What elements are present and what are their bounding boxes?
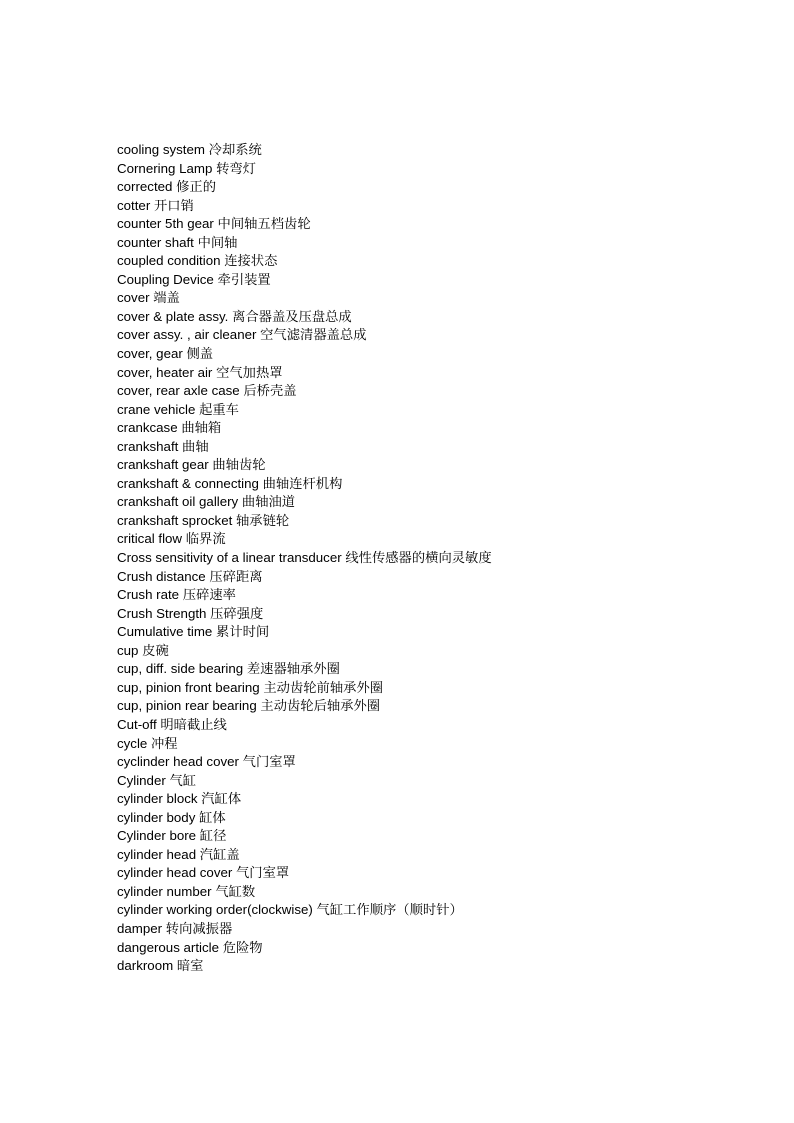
entry-term-english: counter 5th gear — [117, 216, 214, 232]
entry-term-english: cover & plate assy. — [117, 308, 229, 324]
entry-term-chinese: 转弯灯 — [216, 161, 256, 177]
glossary-entry — [117, 809, 492, 828]
glossary-entry — [117, 197, 492, 216]
entry-term-chinese: 修正的 — [176, 180, 217, 196]
entry-term-english: cover, gear — [117, 346, 183, 362]
entry-term-chinese: 汽缸体 — [201, 792, 242, 808]
glossary-entry — [117, 215, 492, 234]
entry-term-chinese: 冲程 — [151, 736, 178, 752]
glossary-entry — [117, 160, 492, 179]
entry-term-chinese: 起重车 — [199, 402, 239, 418]
entry-term-english: dangerous article — [117, 939, 220, 955]
entry-term-english: Cross sensitivity of a linear transducer — [117, 550, 342, 566]
entry-term-english: cover assy. , air cleaner — [117, 327, 257, 343]
glossary-entry — [117, 530, 492, 549]
entry-term-english: crankshaft oil gallery — [117, 494, 239, 510]
entry-term-english: counter shaft — [117, 234, 194, 250]
entry-term-chinese: 累计时间 — [216, 625, 270, 641]
entry-term-chinese: 差速器轴承外圈 — [246, 662, 340, 678]
entry-term-english: damper — [117, 920, 163, 936]
entry-term-chinese: 侧盖 — [186, 347, 214, 363]
glossary-entry — [117, 438, 492, 457]
entry-term-chinese: 气门室罩 — [242, 755, 296, 771]
glossary-entry — [117, 345, 492, 364]
entry-term-chinese: 转向减振器 — [165, 921, 233, 937]
glossary-list — [117, 141, 492, 976]
entry-term-english: cylinder body — [117, 809, 196, 825]
glossary-entry — [117, 475, 492, 494]
glossary-entry — [117, 289, 492, 308]
entry-term-english: Crush rate — [117, 587, 180, 603]
entry-term-chinese: 连接状态 — [224, 254, 278, 270]
entry-term-chinese: 中间轴 — [197, 235, 238, 251]
entry-term-chinese: 曲轴 — [182, 439, 209, 455]
entry-term-english: corrected — [117, 179, 173, 195]
glossary-entry — [117, 326, 492, 345]
entry-term-english: crankshaft sprocket — [117, 512, 233, 528]
glossary-entry — [117, 549, 492, 568]
entry-term-chinese: 曲轴齿轮 — [212, 458, 266, 474]
entry-term-english: cooling system — [117, 142, 205, 157]
entry-term-chinese: 皮碗 — [142, 643, 169, 659]
entry-term-chinese: 危险物 — [222, 940, 263, 956]
glossary-entry — [117, 401, 492, 420]
entry-term-english: cup, diff. side bearing — [117, 661, 244, 677]
entry-term-english: Cylinder bore — [117, 828, 197, 844]
entry-term-english: cyclinder head cover — [117, 754, 239, 770]
glossary-entry — [117, 660, 492, 679]
entry-term-english: Cornering Lamp — [117, 160, 213, 176]
glossary-entry — [117, 623, 492, 642]
entry-term-chinese: 线性传感器的横向灵敏度 — [345, 551, 492, 567]
entry-term-chinese: 主动齿轮前轴承外圈 — [263, 680, 384, 696]
entry-term-chinese: 后桥壳盖 — [243, 384, 297, 400]
entry-term-chinese: 明暗截止线 — [160, 717, 227, 733]
entry-term-chinese: 空气滤清器盖总成 — [260, 328, 367, 344]
entry-term-chinese: 主动齿轮后轴承外圈 — [260, 699, 381, 715]
glossary-entry — [117, 883, 492, 902]
entry-term-chinese: 空气加热罩 — [216, 365, 283, 381]
entry-term-chinese: 汽缸盖 — [199, 847, 240, 863]
entry-term-chinese: 端盖 — [153, 291, 180, 307]
glossary-entry — [117, 939, 492, 958]
entry-term-english: cover — [117, 290, 150, 306]
entry-term-chinese: 暗室 — [176, 959, 204, 975]
entry-term-english: Coupling Device — [117, 271, 214, 287]
entry-term-english: critical flow — [117, 531, 183, 547]
entry-term-chinese: 中间轴五档齿轮 — [217, 217, 311, 233]
glossary-entry — [117, 141, 492, 160]
entry-term-chinese: 压碎速率 — [182, 588, 236, 604]
glossary-entry — [117, 772, 492, 791]
entry-term-english: cylinder working order(clockwise) — [117, 902, 313, 918]
glossary-entry — [117, 957, 492, 976]
glossary-entry — [117, 456, 492, 475]
entry-term-english: Crush distance — [117, 568, 206, 584]
glossary-entry — [117, 568, 492, 587]
entry-term-english: crankshaft & connecting — [117, 475, 259, 491]
entry-term-chinese: 开口销 — [153, 198, 194, 214]
entry-term-chinese: 缸径 — [199, 829, 227, 845]
entry-term-english: cup, pinion front bearing — [117, 679, 260, 695]
entry-term-chinese: 曲轴连杆机构 — [262, 476, 343, 492]
glossary-entry — [117, 697, 492, 716]
glossary-entry — [117, 846, 492, 865]
glossary-entry — [117, 382, 492, 401]
glossary-entry — [117, 716, 492, 735]
entry-term-english: darkroom — [117, 958, 174, 974]
entry-term-chinese: 气缸 — [169, 773, 197, 789]
entry-term-chinese: 压碎距离 — [209, 569, 263, 585]
entry-term-chinese: 气门室罩 — [236, 866, 290, 882]
entry-term-english: cotter — [117, 197, 151, 213]
entry-term-chinese: 曲轴油道 — [241, 495, 296, 511]
glossary-entry — [117, 234, 492, 253]
glossary-entry — [117, 679, 492, 698]
glossary-entry — [117, 753, 492, 772]
glossary-entry — [117, 419, 492, 438]
entry-term-english: crane vehicle — [117, 401, 196, 417]
glossary-entry — [117, 790, 492, 809]
entry-term-chinese: 离合器盖及压盘总成 — [232, 309, 352, 325]
glossary-entry — [117, 735, 492, 754]
glossary-entry — [117, 605, 492, 624]
glossary-entry — [117, 827, 492, 846]
glossary-entry — [117, 308, 492, 327]
glossary-entry — [117, 864, 492, 883]
entry-term-english: cup — [117, 642, 139, 658]
entry-term-english: cycle — [117, 735, 148, 751]
entry-term-chinese: 气缸数 — [215, 884, 256, 900]
entry-term-english: cover, heater air — [117, 364, 213, 380]
glossary-entry — [117, 901, 492, 920]
glossary-entry — [117, 920, 492, 939]
entry-term-english: Crush Strength — [117, 605, 207, 621]
entry-term-english: crankshaft — [117, 438, 179, 454]
entry-term-english: crankcase — [117, 420, 178, 436]
entry-term-chinese: 气缸工作顺序（顺时针） — [316, 903, 463, 919]
glossary-entry — [117, 586, 492, 605]
glossary-entry — [117, 493, 492, 512]
glossary-entry — [117, 252, 492, 271]
entry-term-chinese: 轴承链轮 — [236, 513, 290, 529]
entry-term-english: crankshaft gear — [117, 457, 209, 473]
glossary-entry — [117, 512, 492, 531]
entry-term-english: cup, pinion rear bearing — [117, 698, 257, 714]
entry-term-chinese: 冷却系统 — [208, 143, 262, 158]
entry-term-english: cylinder head cover — [117, 865, 233, 881]
entry-term-chinese: 缸体 — [199, 810, 226, 826]
glossary-entry — [117, 178, 492, 197]
entry-term-english: cylinder block — [117, 791, 198, 807]
entry-term-chinese: 曲轴箱 — [181, 421, 222, 437]
entry-term-english: Cumulative time — [117, 624, 213, 640]
entry-term-english: coupled condition — [117, 253, 221, 269]
entry-term-english: Cut-off — [117, 716, 157, 732]
entry-term-chinese: 牵引装置 — [217, 272, 271, 288]
entry-term-chinese: 压碎强度 — [210, 606, 264, 622]
glossary-entry — [117, 271, 492, 290]
entry-term-english: cylinder head — [117, 846, 197, 862]
glossary-entry — [117, 642, 492, 661]
entry-term-chinese: 临界流 — [185, 532, 226, 548]
entry-term-english: cylinder number — [117, 883, 212, 899]
entry-term-english: cover, rear axle case — [117, 383, 240, 399]
entry-term-english: Cylinder — [117, 772, 166, 788]
glossary-entry — [117, 364, 492, 383]
